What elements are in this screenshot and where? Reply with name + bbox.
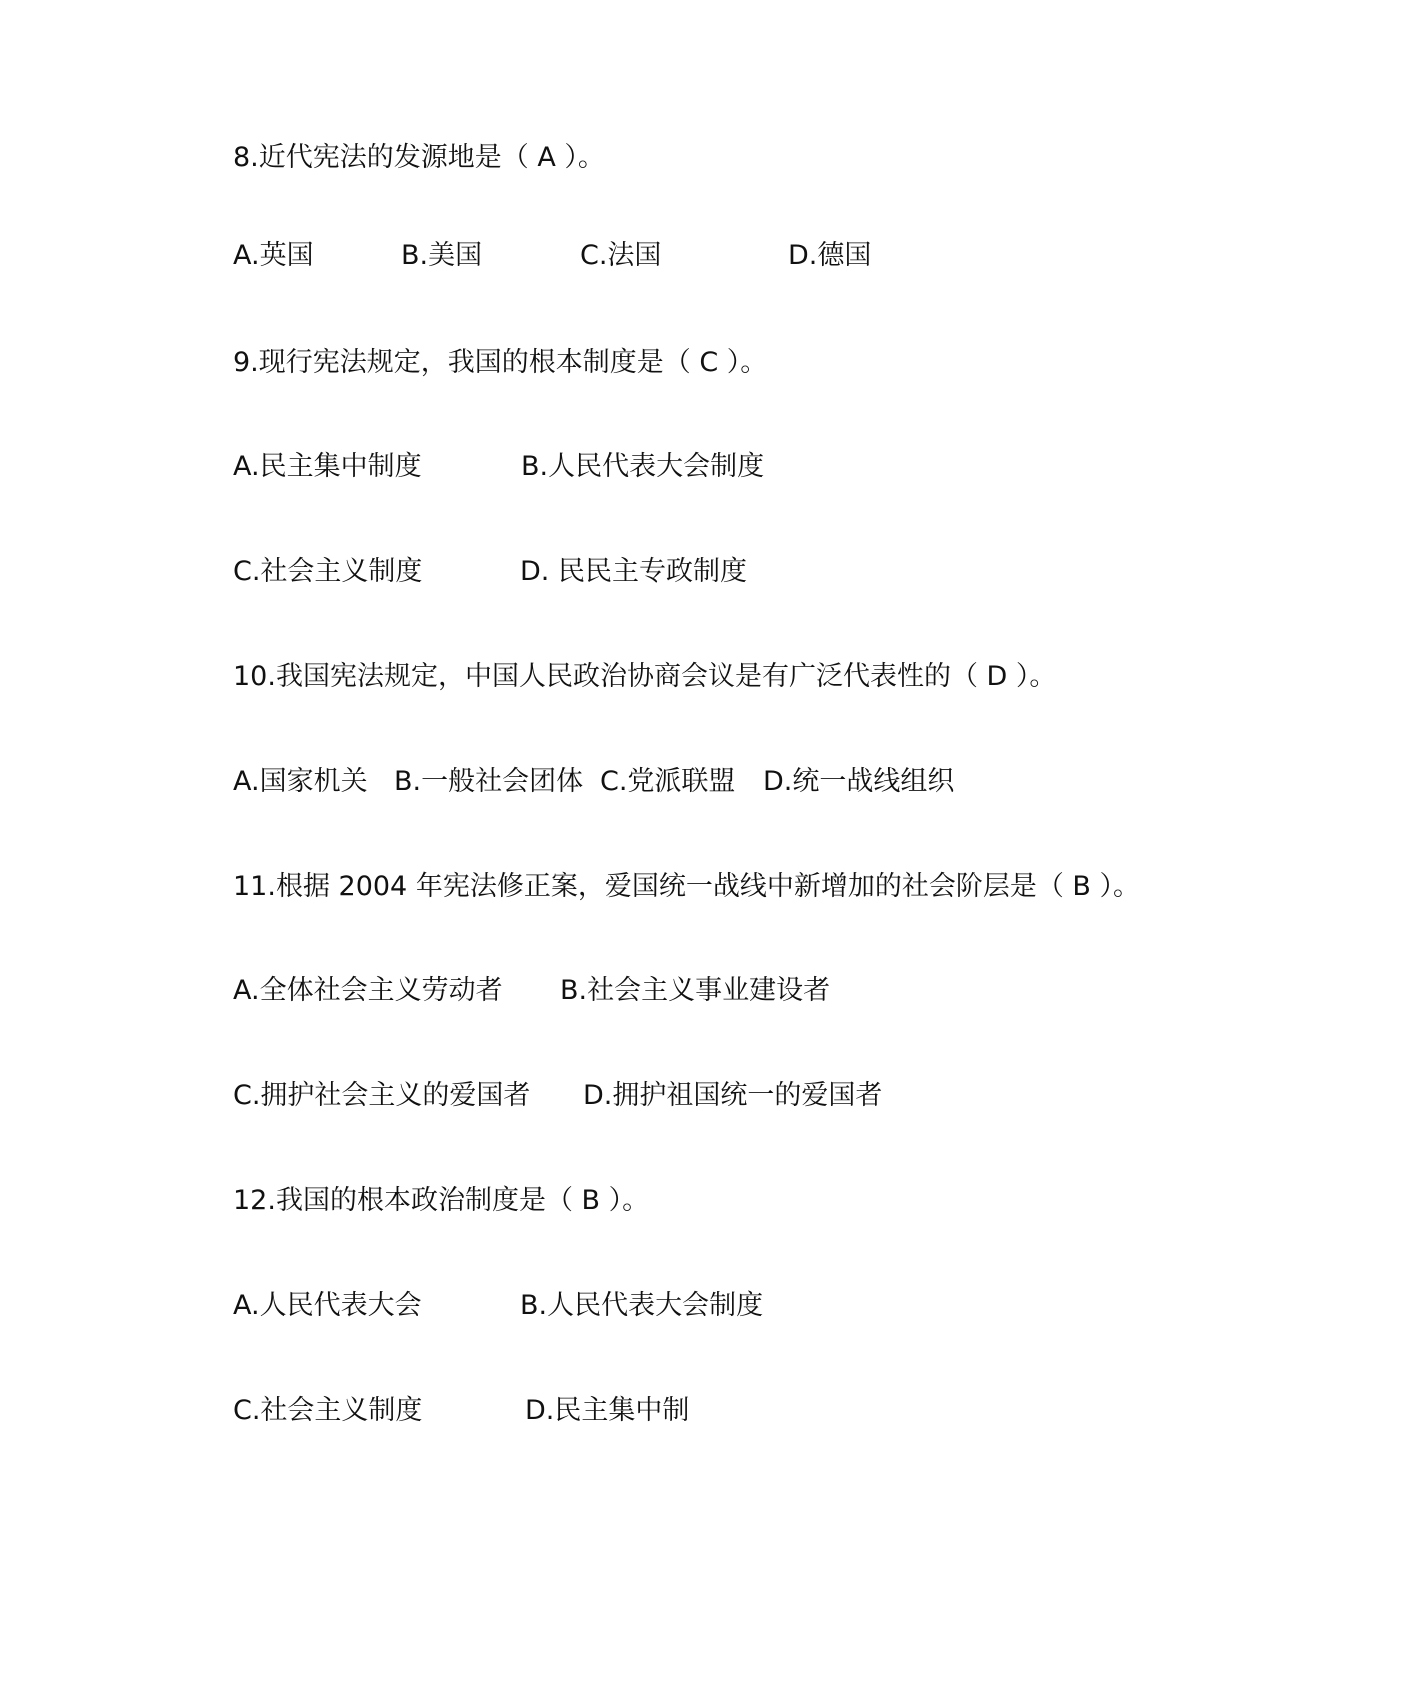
question-12-stem: 12.我国的根本政治制度是（ B ）。 bbox=[233, 1185, 650, 1216]
option-d: D. 民民主专政制度 bbox=[520, 556, 747, 587]
option-d: D.德国 bbox=[788, 240, 872, 271]
option-b: B.一般社会团体 bbox=[394, 766, 584, 797]
question-11-stem: 11.根据 2004 年宪法修正案，爱国统一战线中新增加的社会阶层是（ B ）。 bbox=[233, 871, 1141, 902]
option-d: D.统一战线组织 bbox=[763, 766, 955, 797]
question-8-stem: 8.近代宪法的发源地是（ A ）。 bbox=[233, 142, 605, 173]
option-c: C.社会主义制度 bbox=[233, 556, 423, 587]
question-9-stem: 9.现行宪法规定，我国的根本制度是（ C ）。 bbox=[233, 347, 768, 378]
question-10-stem: 10.我国宪法规定，中国人民政治协商会议是有广泛代表性的（ D ）。 bbox=[233, 661, 1057, 692]
option-a: A.民主集中制度 bbox=[233, 451, 422, 482]
option-c: C.党派联盟 bbox=[600, 766, 736, 797]
option-c: C.法国 bbox=[580, 240, 662, 271]
option-b: B.人民代表大会制度 bbox=[521, 451, 765, 482]
option-a: A.全体社会主义劳动者 bbox=[233, 975, 503, 1006]
option-a: A.人民代表大会 bbox=[233, 1290, 422, 1321]
option-d: D.拥护祖国统一的爱国者 bbox=[583, 1080, 883, 1111]
option-b: B.美国 bbox=[401, 240, 483, 271]
option-c: C.社会主义制度 bbox=[233, 1395, 423, 1426]
option-c: C.拥护社会主义的爱国者 bbox=[233, 1080, 531, 1111]
option-a: A.英国 bbox=[233, 240, 314, 271]
option-a: A.国家机关 bbox=[233, 766, 368, 797]
option-d: D.民主集中制 bbox=[525, 1395, 690, 1426]
option-b: B.社会主义事业建设者 bbox=[560, 975, 831, 1006]
option-b: B.人民代表大会制度 bbox=[520, 1290, 764, 1321]
